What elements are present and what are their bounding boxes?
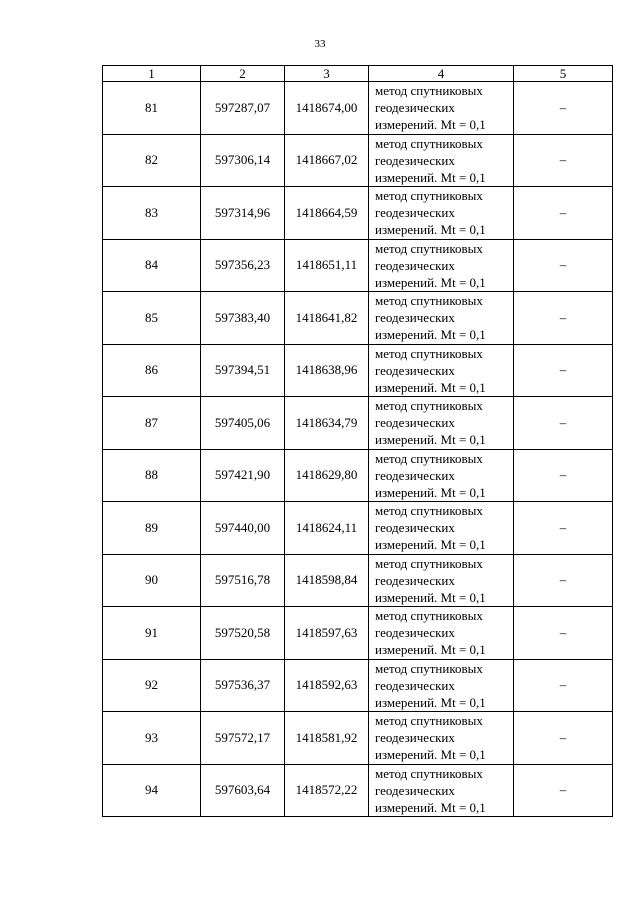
table-body [103, 82, 613, 817]
x-coordinate-cell: 597536,37 [201, 659, 285, 712]
method-line: измерений. Mt = 0,1 [375, 327, 486, 343]
table-row [103, 764, 613, 817]
method-cell [369, 239, 514, 292]
note-cell: – [514, 292, 613, 345]
method-line: геодезических [375, 362, 455, 378]
y-coordinate-cell: 1418597,63 [285, 607, 369, 660]
page-number: 33 [314, 38, 326, 50]
point-number-cell: 88 [103, 449, 201, 502]
method-line: метод спутниковых [375, 188, 483, 204]
table-row [103, 502, 613, 555]
table-row [103, 292, 613, 345]
note-cell: – [514, 187, 613, 240]
method-line: метод спутниковых [375, 660, 483, 676]
table-row [103, 344, 613, 397]
point-number-cell: 87 [103, 397, 201, 450]
table-row [103, 607, 613, 660]
y-coordinate-cell: 1418572,22 [285, 764, 369, 817]
y-coordinate-cell: 1418667,02 [285, 134, 369, 187]
table-row [103, 82, 613, 135]
method-cell [369, 82, 514, 135]
x-coordinate-cell: 597603,64 [201, 764, 285, 817]
method-cell [369, 344, 514, 397]
note-cell: – [514, 659, 613, 712]
y-coordinate-cell: 1418638,96 [285, 344, 369, 397]
method-line: измерений. Mt = 0,1 [375, 379, 486, 395]
method-line: геодезических [375, 572, 455, 588]
method-line: геодезических [375, 520, 455, 536]
method-line: метод спутниковых [375, 713, 483, 729]
header-col-3: 3 [285, 66, 369, 82]
note-cell: – [514, 554, 613, 607]
method-line: измерений. Mt = 0,1 [375, 747, 486, 763]
point-number-cell: 91 [103, 607, 201, 660]
method-line: метод спутниковых [375, 293, 483, 309]
note-cell: – [514, 449, 613, 502]
note-cell: – [514, 764, 613, 817]
table-row [103, 712, 613, 765]
y-coordinate-cell: 1418651,11 [285, 239, 369, 292]
x-coordinate-cell: 597405,06 [201, 397, 285, 450]
method-line: измерений. Mt = 0,1 [375, 117, 486, 133]
method-cell [369, 764, 514, 817]
x-coordinate-cell: 597383,40 [201, 292, 285, 345]
method-line: измерений. Mt = 0,1 [375, 589, 486, 605]
method-line: метод спутниковых [375, 135, 483, 151]
note-cell: – [514, 344, 613, 397]
note-cell: – [514, 712, 613, 765]
method-cell [369, 134, 514, 187]
method-line: измерений. Mt = 0,1 [375, 484, 486, 500]
method-line: измерений. Mt = 0,1 [375, 799, 486, 815]
method-line: измерений. Mt = 0,1 [375, 222, 486, 238]
method-line: геодезических [375, 782, 455, 798]
method-line: метод спутниковых [375, 398, 483, 414]
method-line: метод спутниковых [375, 240, 483, 256]
method-line: метод спутниковых [375, 83, 483, 99]
y-coordinate-cell: 1418629,80 [285, 449, 369, 502]
x-coordinate-cell: 597394,51 [201, 344, 285, 397]
y-coordinate-cell: 1418624,11 [285, 502, 369, 555]
point-number-cell: 82 [103, 134, 201, 187]
method-line: измерений. Mt = 0,1 [375, 432, 486, 448]
method-line: измерений. Mt = 0,1 [375, 274, 486, 290]
x-coordinate-cell: 597572,17 [201, 712, 285, 765]
method-line: метод спутниковых [375, 345, 483, 361]
method-line: измерений. Mt = 0,1 [375, 169, 486, 185]
method-line: геодезических [375, 100, 455, 116]
point-number-cell: 84 [103, 239, 201, 292]
method-line: измерений. Mt = 0,1 [375, 537, 486, 553]
header-col-2: 2 [201, 66, 285, 82]
point-number-cell: 94 [103, 764, 201, 817]
table-row [103, 239, 613, 292]
x-coordinate-cell: 597287,07 [201, 82, 285, 135]
point-number-cell: 86 [103, 344, 201, 397]
table-row [103, 554, 613, 607]
y-coordinate-cell: 1418598,84 [285, 554, 369, 607]
table-header-row [103, 66, 613, 82]
coordinates-table [102, 65, 613, 817]
note-cell: – [514, 502, 613, 555]
method-line: геодезических [375, 677, 455, 693]
header-col-5: 5 [514, 66, 613, 82]
method-cell [369, 607, 514, 660]
y-coordinate-cell: 1418592,63 [285, 659, 369, 712]
method-line: геодезических [375, 467, 455, 483]
table-row [103, 134, 613, 187]
method-line: измерений. Mt = 0,1 [375, 694, 486, 710]
point-number-cell: 90 [103, 554, 201, 607]
x-coordinate-cell: 597520,58 [201, 607, 285, 660]
x-coordinate-cell: 597440,00 [201, 502, 285, 555]
point-number-cell: 93 [103, 712, 201, 765]
y-coordinate-cell: 1418581,92 [285, 712, 369, 765]
table-row [103, 449, 613, 502]
x-coordinate-cell: 597421,90 [201, 449, 285, 502]
method-line: геодезических [375, 415, 455, 431]
note-cell: – [514, 134, 613, 187]
method-cell [369, 187, 514, 240]
note-cell: – [514, 607, 613, 660]
x-coordinate-cell: 597314,96 [201, 187, 285, 240]
table-row [103, 187, 613, 240]
method-line: измерений. Mt = 0,1 [375, 642, 486, 658]
note-cell: – [514, 239, 613, 292]
method-line: геодезических [375, 205, 455, 221]
x-coordinate-cell: 597356,23 [201, 239, 285, 292]
method-cell [369, 292, 514, 345]
method-cell [369, 449, 514, 502]
method-line: геодезических [375, 730, 455, 746]
method-cell [369, 554, 514, 607]
method-line: геодезических [375, 152, 455, 168]
y-coordinate-cell: 1418674,00 [285, 82, 369, 135]
table-row [103, 659, 613, 712]
method-line: геодезических [375, 625, 455, 641]
point-number-cell: 83 [103, 187, 201, 240]
method-cell [369, 712, 514, 765]
y-coordinate-cell: 1418641,82 [285, 292, 369, 345]
note-cell: – [514, 397, 613, 450]
method-line: геодезических [375, 257, 455, 273]
method-line: метод спутниковых [375, 608, 483, 624]
x-coordinate-cell: 597516,78 [201, 554, 285, 607]
point-number-cell: 81 [103, 82, 201, 135]
method-cell [369, 397, 514, 450]
y-coordinate-cell: 1418664,59 [285, 187, 369, 240]
point-number-cell: 89 [103, 502, 201, 555]
header-col-4: 4 [369, 66, 514, 82]
method-line: метод спутниковых [375, 765, 483, 781]
method-cell [369, 502, 514, 555]
x-coordinate-cell: 597306,14 [201, 134, 285, 187]
method-cell [369, 659, 514, 712]
method-line: геодезических [375, 310, 455, 326]
method-line: метод спутниковых [375, 503, 483, 519]
note-cell: – [514, 82, 613, 135]
table-row [103, 397, 613, 450]
point-number-cell: 92 [103, 659, 201, 712]
point-number-cell: 85 [103, 292, 201, 345]
method-line: метод спутниковых [375, 555, 483, 571]
method-line: метод спутниковых [375, 450, 483, 466]
header-col-1: 1 [103, 66, 201, 82]
y-coordinate-cell: 1418634,79 [285, 397, 369, 450]
